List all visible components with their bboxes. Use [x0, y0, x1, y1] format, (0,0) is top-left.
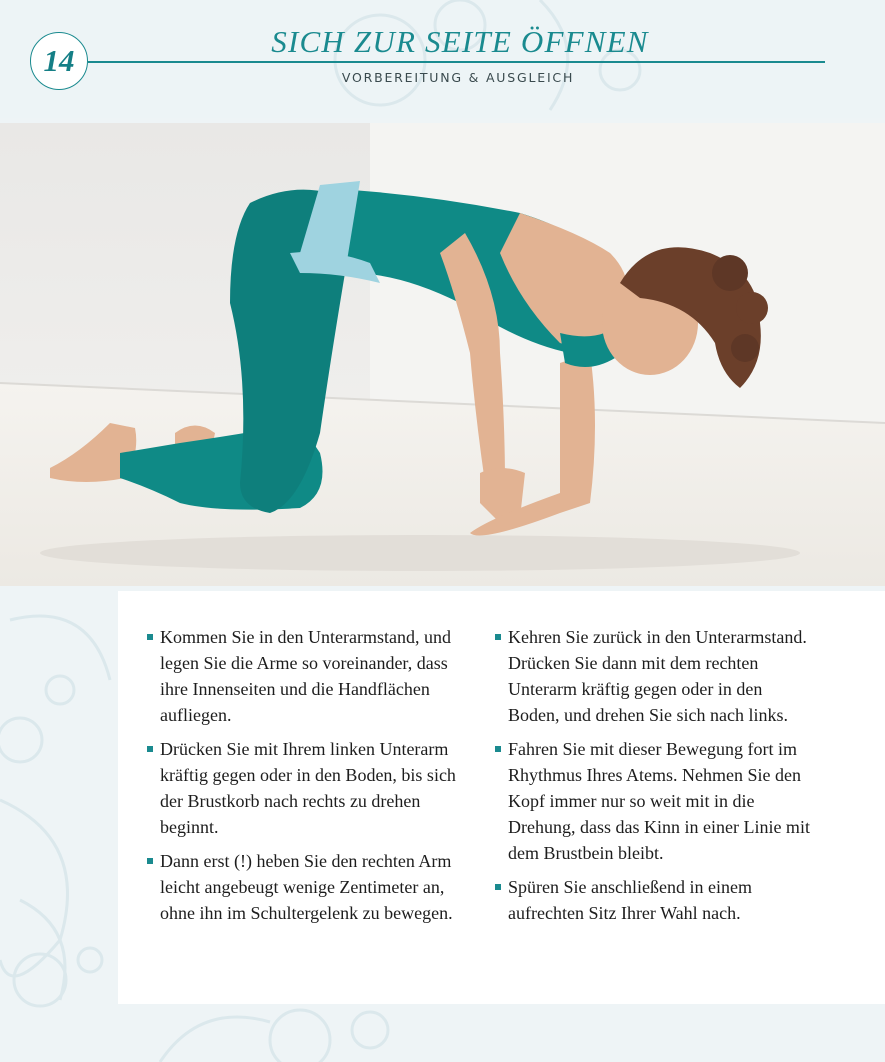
instruction-text: Drücken Sie mit Ihrem linken Unterarm kräftig gegen oder in den Boden, bis sich der Brustkorb nach rechts zu drehen beginnt. [160, 739, 456, 837]
instruction-text: Fahren Sie mit dieser Bewegung fort im Rhythmus Ihres Atems. Nehmen Sie den Kopf immer nur so weit mit in die Drehung, dass das Kinn in einer Linie mit dem Brustbein bleibt. [508, 739, 810, 863]
bullet-square-icon [147, 858, 153, 864]
bullet-square-icon [495, 884, 501, 890]
bullet-square-icon [147, 746, 153, 752]
bullet-square-icon [147, 634, 153, 640]
page-number-badge: 14 [30, 32, 88, 90]
header-rule [88, 61, 825, 63]
page-header [0, 0, 885, 118]
instruction-text: Dann erst (!) heben Sie den rechten Arm leicht angebeugt wenige Zentimeter an, ohne ihn im Schultergelenk zu bewegen. [160, 851, 453, 923]
instruction-item [146, 736, 466, 840]
photo-woman-forearm-stand-icon [0, 123, 885, 586]
bullet-square-icon [495, 634, 501, 640]
page-title: SICH ZUR SEITE ÖFFNEN [271, 24, 649, 59]
instruction-item [146, 848, 466, 926]
instruction-item [494, 736, 814, 866]
instructions-right-column [494, 624, 814, 934]
instruction-item [146, 624, 466, 728]
instruction-text: Kehren Sie zurück in den Unterarmstand. Drücken Sie dann mit dem rechten Unterarm kräftig gegen oder in den Boden, und drehen Sie sich nach links. [508, 627, 807, 725]
instruction-text: Spüren Sie anschließend in einem aufrechten Sitz Ihrer Wahl nach. [508, 877, 752, 923]
instruction-text: Kommen Sie in den Unterarmstand, und legen Sie die Arme so voreinander, dass ihre Innenseiten und die Handflächen aufliegen. [160, 627, 451, 725]
instruction-item [494, 874, 814, 926]
instructions-left-column [146, 624, 466, 934]
page-subtitle: VORBEREITUNG & AUSGLEICH [341, 70, 575, 85]
instruction-item [494, 624, 814, 728]
bullet-square-icon [495, 746, 501, 752]
exercise-photo [0, 123, 885, 586]
instructions-panel [118, 591, 885, 1004]
